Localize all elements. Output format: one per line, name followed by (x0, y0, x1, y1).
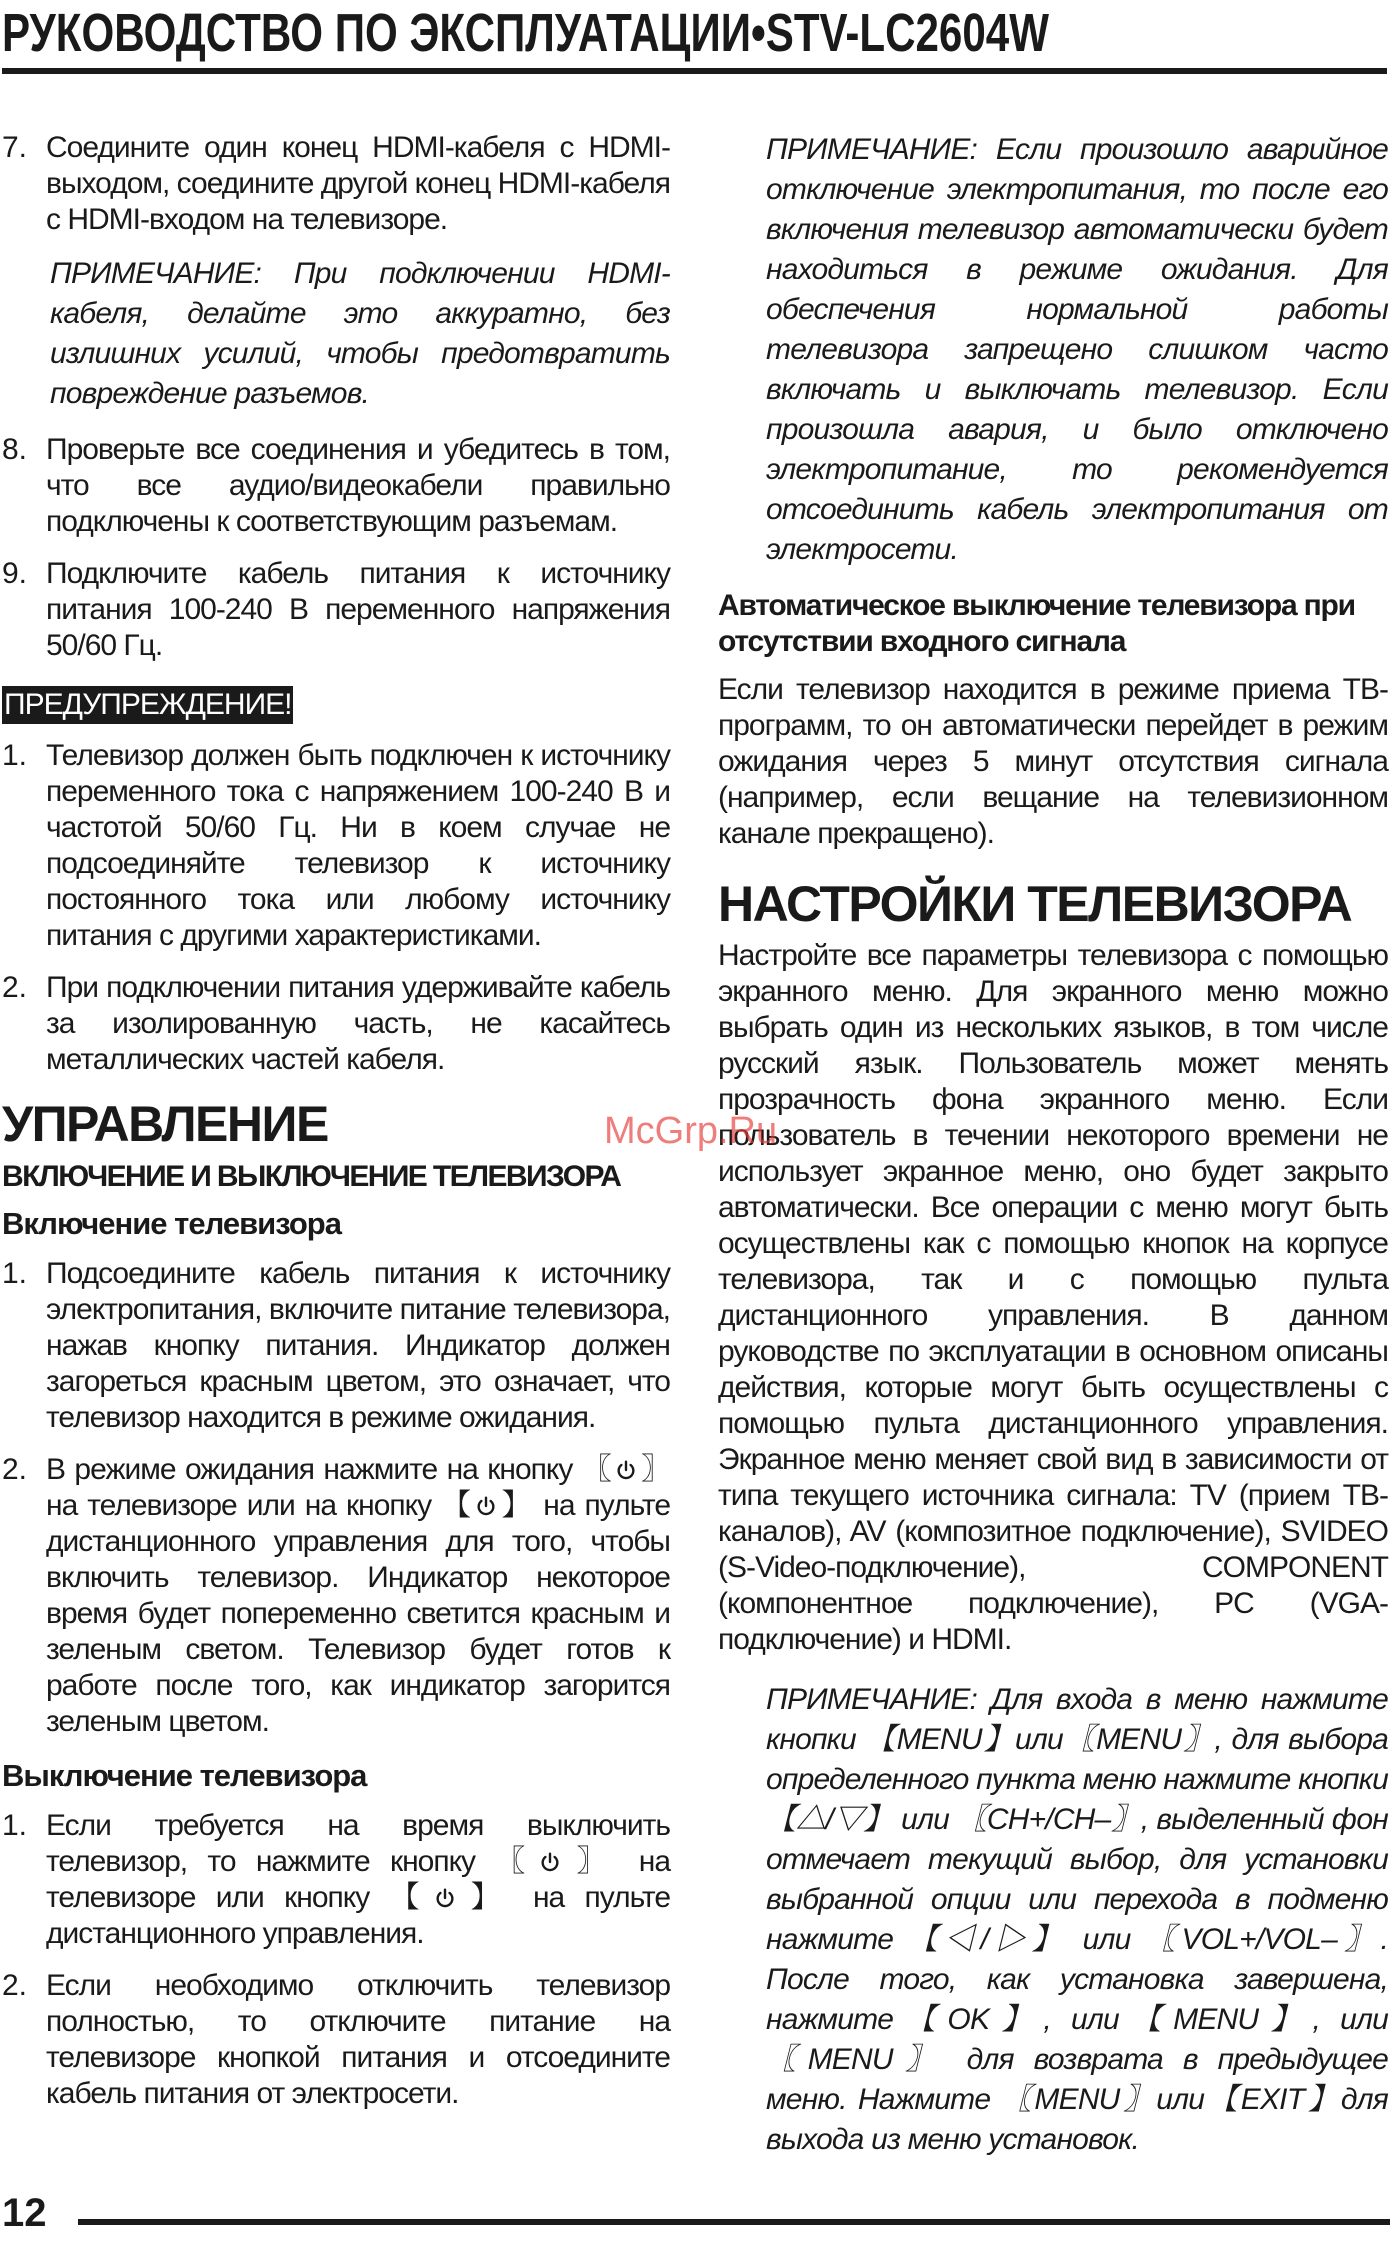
warning-item-2 (2, 970, 670, 1078)
item-number: 8. (2, 433, 28, 466)
left-column (2, 130, 670, 2128)
item-text: Телевизор должен быть подключен к источнику переменного тока с напряжением 100-240 В и частотой 50/60 Гц. Ни в коем случае не подсоединяйте телевизор к источнику постоянного тока или любому источнику питания с другими характеристиками. (46, 739, 670, 952)
remote-power-icon: 【 】 (389, 1881, 513, 1914)
subheading-auto-off: Автоматическое выключение телевизора при отсутствии входного сигнала (718, 589, 1355, 658)
item-text-part: Если требуется на время выключить телевизор, то нажмите кнопку (46, 1809, 670, 1878)
item-text-part: на пульте дистанционного управления. (46, 1881, 671, 1950)
item-text-part: на телевизоре или кнопку (46, 1845, 671, 1914)
footer-rule (78, 2219, 1390, 2225)
warning-label: ПРЕДУПРЕЖДЕНИЕ! (2, 686, 293, 724)
item-number: 1. (2, 739, 28, 772)
power-button-icon: 〖 〗 (495, 1845, 619, 1878)
header-rule (2, 68, 1387, 74)
item-text: Если необходимо отключить телевизор полностью, то отключите питание на телевизоре кнопкой питания и отсоедините кабель питания от электросети. (46, 1969, 670, 2110)
subheading-power-off: Выключение телевизора (2, 1758, 367, 1793)
watermark: McGrp.Ru (604, 1110, 778, 1152)
item-text: Проверьте все соединения и убедитесь в том, что все аудио/видеокабели правильно подключены к соответствующим разъемам. (46, 433, 670, 538)
item-text: Подсоедините кабель питания к источнику электропитания, включите питание телевизора, нажав кнопку питания. Индикатор должен загореться красным цветом, это означает, что телевизор находится в режиме ожидания. (46, 1257, 670, 1434)
item-number: 9. (2, 557, 28, 590)
page-header (2, 0, 1387, 66)
item-text-part: на телевизоре или на кнопку (46, 1489, 432, 1522)
list-item-9 (2, 556, 670, 664)
item-number: 2. (2, 971, 28, 1004)
item-number: 1. (2, 1809, 28, 1842)
power-button-icon: 〖 〗 (581, 1453, 670, 1486)
list-item-7 (2, 130, 670, 238)
item-number: 2. (2, 1453, 28, 1486)
power-on-item-1 (2, 1256, 670, 1436)
right-column (718, 130, 1388, 2178)
list-item-8 (2, 432, 670, 540)
paragraph-auto-off: Если телевизор находится в режиме приема ТВ-программ, то он автоматически перейдет в режим ожидания через 5 минут отсутствия сигнала (например, если вещание на телевизионном канале прекращено). (718, 673, 1388, 850)
subheading-onoff: ВКЛЮЧЕНИЕ И ВЫКЛЮЧЕНИЕ ТЕЛЕВИЗОРА (2, 1160, 621, 1193)
warning-item-1 (2, 738, 670, 954)
item-text-part: на пульте дистанционного управления для того, чтобы включить телевизор. Индикатор некоторое время будет попеременно светится красным и зеленым светом. Телевизор будет готов к работе после того, как индикатор загорится зеленым цветом. (46, 1489, 671, 1738)
item-text: Соедините один конец HDMI-кабеля с HDMI-выходом, соедините другой конец HDMI-кабеля с HDMI-входом на телевизоре. (46, 131, 670, 236)
note-power-failure: ПРИМЕЧАНИЕ: Если произошло аварийное отключение электропитания, то после его включения телевизор автоматически будет находиться в режиме ожидания. Для обеспечения нормальной работы телевизора запрещено слишком часто включать и выключать телевизор. Если произошла авария, и было отключено электропитание, то рекомендуется отсоединить кабель электропитания от электросети. (766, 133, 1388, 566)
section-heading-settings: НАСТРОЙКИ ТЕЛЕВИЗОРА (718, 876, 1352, 932)
power-off-item-2 (2, 1968, 670, 2112)
remote-power-icon: 【 】 (441, 1489, 534, 1522)
item-text-part: В режиме ожидания нажмите на кнопку (46, 1453, 573, 1486)
power-on-item-2 (2, 1452, 670, 1740)
subheading-power-on: Включение телевизора (2, 1206, 341, 1241)
page-title: РУКОВОДСТВО ПО ЭКСПЛУАТАЦИИ•STV-LC2604W (2, 3, 1049, 63)
item-number: 7. (2, 131, 28, 164)
note-menu-buttons: ПРИМЕЧАНИЕ: Для входа в меню нажмите кнопки 【MENU】или〖MENU〗, для выбора определенного пункта меню нажмите кнопки 【△/▽】 или 〖CH+/CH–〗, выделенный фон отмечает текущий выбор, для установки выбранной опции или перехода в подменю нажмите 【◁/▷】 или 〖VOL+/VOL–〗. После того, как установка завершена, нажмите【OK】, или【MENU】, или〖MENU〗 для возврата в предыдущее меню. Нажмите 〖MENU〗или【EXIT】для выхода из меню установок. (766, 1683, 1388, 2156)
item-text: Подключите кабель питания к источнику питания 100-240 В переменного напряжения 50/60 Гц. (46, 557, 670, 662)
item-text: При подключении питания удерживайте кабель за изолированную часть, не касайтесь металлических частей кабеля. (46, 971, 670, 1076)
paragraph-settings: Настройте все параметры телевизора с помощью экранного меню. Для экранного меню можно выбрать один из нескольких языков, в том числе русский язык. Пользователь может менять прозрачность фона экранного меню. Если пользователь в течении некоторого времени не использует экранное меню, оно будет закрыто автоматически. Все операции с меню могут быть осуществлены как с помощью кнопок на корпусе телевизора, так и с помощью пульта дистанционного управления. В данном руководстве по эксплуатации в основном описаны действия, которые могут быть осуществлены с помощью пульта дистанционного управления. Экранное меню меняет свой вид в зависимости от типа текущего источника сигнала: TV (прием ТВ-каналов), AV (композитное подключение), SVIDEO (S-Video-подключение), COMPONENT (компонентное подключение), PC (VGA-подключение) и HDMI. (718, 939, 1388, 1656)
power-off-item-1 (2, 1808, 670, 1952)
page-number: 12 (2, 2191, 47, 2235)
item-text (46, 1452, 670, 1740)
item-text (46, 1808, 670, 1952)
item-number: 1. (2, 1257, 28, 1290)
item-number: 2. (2, 1969, 28, 2002)
note-hdmi: ПРИМЕЧАНИЕ: При подключении HDMI-кабеля, делайте это аккуратно, без излишних усилий, чтобы предотвратить повреждение разъемов. (50, 257, 670, 410)
section-heading-control: УПРАВЛЕНИЕ (2, 1096, 328, 1152)
